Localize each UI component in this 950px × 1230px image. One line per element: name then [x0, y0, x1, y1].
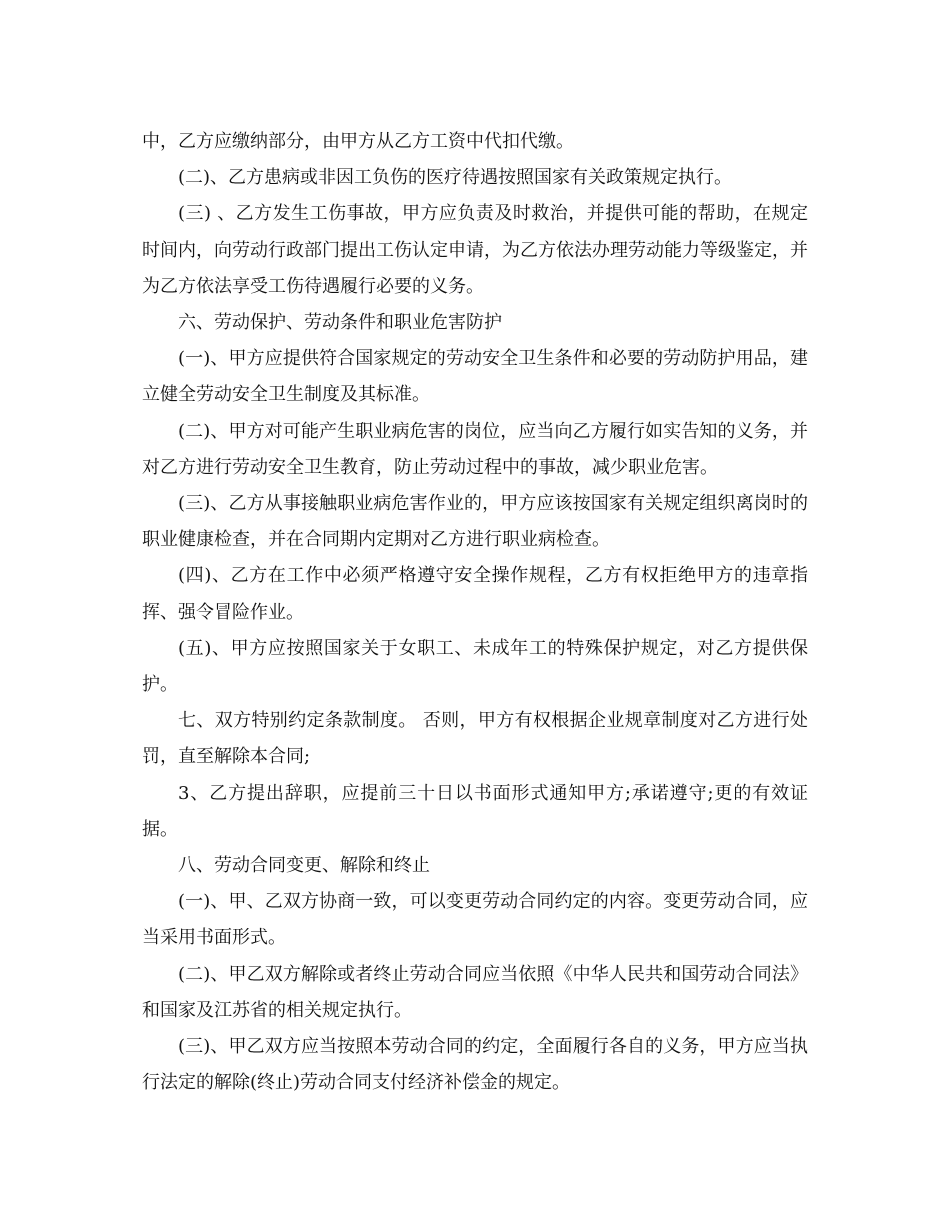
- paragraph-clause-6-3: (三)、乙方从事接触职业病危害作业的，甲方应该按国家有关规定组织离岗时的职业健康检查，并在合同期内定期对乙方进行职业病检查。: [142, 493, 808, 551]
- paragraph-clause-8-3: (三)、甲乙双方应当按照本劳动合同的约定，全面履行各自的义务，甲方应当执行法定的解除(终止)劳动合同支付经济补偿金的规定。: [142, 1036, 808, 1094]
- paragraph-clause-5-2: (二)、乙方患病或非因工负伤的医疗待遇按照国家有关政策规定执行。: [178, 167, 733, 189]
- paragraph-clause-6-2: (二)、甲方对可能产生职业病危害的岗位，应当向乙方履行如实告知的义务，并对乙方进行劳动安全卫生教育，防止劳动过程中的事故，减少职业危害。: [142, 420, 808, 478]
- section-heading-8: 八、劳动合同变更、解除和终止: [178, 855, 430, 877]
- paragraph-clause-6-1: (一)、甲方应提供符合国家规定的劳动安全卫生条件和必要的劳动防护用品，建立健全劳动安全卫生制度及其标准。: [142, 348, 808, 406]
- paragraph-clause-8-1: (一)、甲、乙双方协商一致，可以变更劳动合同约定的内容。变更劳动合同，应当采用书面形式。: [142, 891, 808, 949]
- paragraph-clause-6-4: (四)、乙方在工作中必须严格遵守安全操作规程，乙方有权拒绝甲方的违章指挥、强令冒险作业。: [142, 565, 808, 623]
- paragraph-clause-7-3: 3、乙方提出辞职，应提前三十日以书面形式通知甲方;承诺遵守;更的有效证据。: [142, 782, 808, 840]
- paragraph-clause-5-3: (三) 、乙方发生工伤事故，甲方应负责及时救治，并提供可能的帮助，在规定时间内，向劳动行政部门提出工伤认定申请，为乙方依法办理劳动能力等级鉴定，并为乙方依法享受工伤待遇履行必要的义务。: [142, 203, 808, 297]
- paragraph-clause-6-5: (五)、甲方应按照国家关于女职工、未成年工的特殊保护规定，对乙方提供保护。: [142, 637, 808, 696]
- section-heading-7: 七、双方特别约定条款制度。 否则，甲方有权根据企业规章制度对乙方进行处罚，直至解除本合同;: [142, 710, 808, 768]
- paragraph-clause-8-2: (二)、甲乙双方解除或者终止劳动合同应当依照《中华人民共和国劳动合同法》和国家及江苏省的相关规定执行。: [142, 963, 808, 1021]
- paragraph-continuation: 中，乙方应缴纳部分，由甲方从乙方工资中代扣代缴。: [142, 131, 574, 152]
- section-heading-6: 六、劳动保护、劳动条件和职业危害防护: [178, 312, 502, 334]
- document-body: [142, 124, 808, 1101]
